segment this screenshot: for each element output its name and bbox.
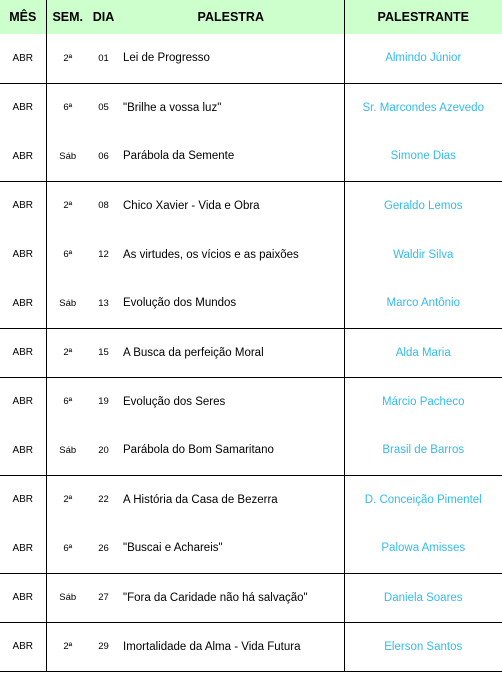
header-mes: MÊS xyxy=(0,0,46,34)
cell-mes: ABR xyxy=(0,34,46,83)
cell-mes: ABR xyxy=(0,83,46,132)
cell-mes: ABR xyxy=(0,524,46,573)
cell-palestra: "Brilhe a vossa luz" xyxy=(123,101,222,114)
cell-sem: 2ª xyxy=(63,200,73,212)
cell-dia: 08 xyxy=(98,200,109,212)
cell-palestrante: Geraldo Lemos xyxy=(344,181,502,230)
cell-palestra: Lei de Progresso xyxy=(118,34,344,83)
header-sem: SEM. xyxy=(46,0,89,34)
table-row xyxy=(0,475,502,524)
cell-mes: ABR xyxy=(0,181,46,230)
cell-palestrante: Almindo Júnior xyxy=(344,34,502,83)
header-palestrante: PALESTRANTE xyxy=(344,0,502,34)
cell-dia: 12 xyxy=(98,249,109,260)
cell-sem: 6ª xyxy=(63,249,73,260)
cell-sem: Sáb xyxy=(46,279,89,328)
cell-palestra: "Buscai e Achareis" xyxy=(118,524,344,573)
cell-mes: ABR xyxy=(0,622,46,671)
table-row xyxy=(0,230,502,279)
header-palestra: PALESTRA xyxy=(118,0,344,34)
cell-sem: Sáb xyxy=(46,132,89,181)
cell-mes: ABR xyxy=(0,377,46,426)
cell-palestrante: Simone Dias xyxy=(344,132,502,181)
cell-mes: ABR xyxy=(0,132,46,181)
cell-dia: 01 xyxy=(89,34,118,83)
cell-sem: Sáb xyxy=(46,573,89,622)
cell-dia: 26 xyxy=(89,524,118,573)
table-row xyxy=(0,83,502,132)
header-dia: DIA xyxy=(89,0,118,34)
table-row xyxy=(0,181,502,230)
cell-palestra: Parábola do Bom Samaritano xyxy=(118,426,344,475)
table-row xyxy=(0,573,502,622)
cell-dia: 27 xyxy=(89,573,118,622)
cell-palestra: Evolução dos Mundos xyxy=(118,279,344,328)
cell-palestra: "Fora da Caridade não há salvação" xyxy=(118,573,344,622)
cell-dia: 19 xyxy=(98,396,109,408)
table-row xyxy=(0,377,502,426)
cell-sem: 6ª xyxy=(63,102,73,114)
table-row xyxy=(0,426,502,475)
cell-palestra: Evolução dos Seres xyxy=(123,395,226,408)
cell-palestra: A Busca da perfeição Moral xyxy=(118,328,344,377)
header-row xyxy=(0,0,502,34)
cell-sem: 2ª xyxy=(46,622,89,671)
table-row xyxy=(0,328,502,377)
cell-palestrante: Márcio Pacheco xyxy=(344,377,502,426)
cell-dia: 22 xyxy=(98,494,109,506)
table-row xyxy=(0,524,502,573)
cell-sem: 2ª xyxy=(46,328,89,377)
cell-palestrante: Alda Maria xyxy=(344,328,502,377)
cell-palestra: Imortalidade da Alma - Vida Futura xyxy=(118,622,344,671)
cell-palestrante: Palowa Amisses xyxy=(344,524,502,573)
cell-sem: 6ª xyxy=(46,524,89,573)
cell-sem: 2ª xyxy=(63,494,73,506)
cell-palestra: A História da Casa de Bezerra xyxy=(123,493,278,506)
cell-palestrante: Daniela Soares xyxy=(344,573,502,622)
cell-palestra: Parábola da Semente xyxy=(118,132,344,181)
cell-palestrante: Marco Antônio xyxy=(344,279,502,328)
cell-dia: 13 xyxy=(89,279,118,328)
cell-palestra: Chico Xavier - Vida e Obra xyxy=(123,199,260,212)
cell-palestrante: D. Conceição Pimentel xyxy=(344,475,502,524)
cell-dia: 05 xyxy=(98,102,109,114)
cell-dia: 20 xyxy=(89,426,118,475)
cell-mes: ABR xyxy=(0,328,46,377)
table-row xyxy=(0,132,502,181)
cell-mes: ABR xyxy=(0,230,46,279)
cell-palestrante: Elerson Santos xyxy=(344,622,502,671)
cell-palestrante: Sr. Marcondes Azevedo xyxy=(344,83,502,132)
cell-mes: ABR xyxy=(0,279,46,328)
cell-palestrante: Waldir Silva xyxy=(344,230,502,279)
cell-dia: 06 xyxy=(89,132,118,181)
cell-dia: 29 xyxy=(89,622,118,671)
cell-sem: Sáb xyxy=(46,426,89,475)
cell-sem: 2ª xyxy=(46,34,89,83)
cell-mes: ABR xyxy=(0,573,46,622)
cell-sem: 6ª xyxy=(63,396,73,408)
cell-dia: 15 xyxy=(89,328,118,377)
table-row xyxy=(0,34,502,83)
cell-palestra: As virtudes, os vícios e as paixões xyxy=(123,248,299,261)
table-row xyxy=(0,622,502,671)
table-row xyxy=(0,279,502,328)
cell-palestrante: Brasil de Barros xyxy=(344,426,502,475)
cell-mes: ABR xyxy=(0,475,46,524)
cell-mes: ABR xyxy=(0,426,46,475)
